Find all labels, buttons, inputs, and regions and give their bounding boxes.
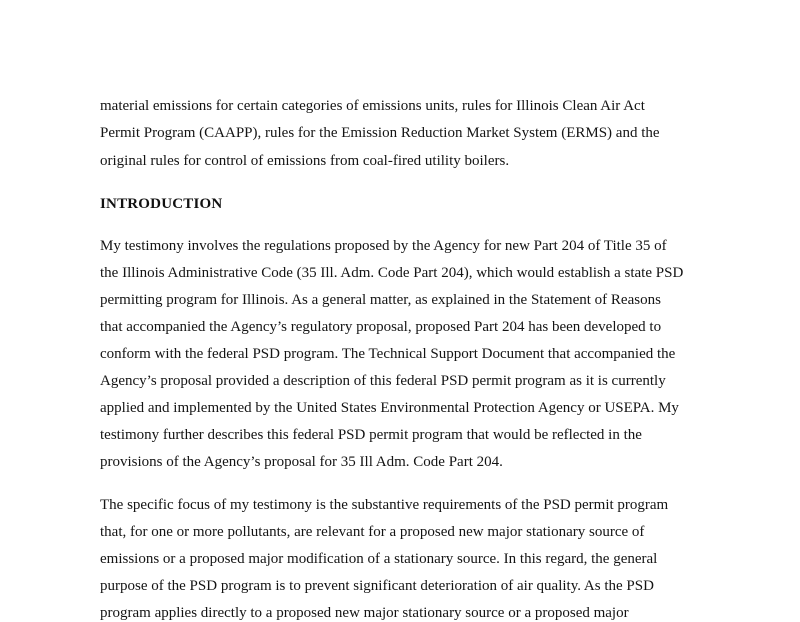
text-line: provisions of the Agency’s proposal for 35 Ill Adm. Code Part 204.: [100, 454, 503, 470]
text-line: Permit Program (CAAPP), rules for the Emission Reduction Market System (ERMS) and the: [100, 125, 660, 141]
text-line: applied and implemented by the United States Environmental Protection Agency or USEPA. My: [100, 400, 679, 416]
text-line: testimony further describes this federal PSD permit program that would be reflected in the: [100, 427, 642, 443]
text-line: The specific focus of my testimony is the substantive requirements of the PSD permit program: [100, 497, 669, 513]
text-line: emissions or a proposed major modification of a stationary source. In this regard, the general: [100, 551, 658, 567]
text-line: program applies directly to a proposed new major stationary source or a proposed major: [100, 605, 629, 621]
text-line: Agency’s proposal provided a description of this federal PSD permit program as it is currently: [100, 373, 666, 389]
text-line: material emissions for certain categories of emissions units, rules for Illinois Clean Air Act: [100, 98, 645, 114]
text-line: the Illinois Administrative Code (35 Ill. Adm. Code Part 204), which would establish a state PSD: [100, 265, 684, 281]
text-line: that accompanied the Agency’s regulatory proposal, proposed Part 204 has been developed to: [100, 319, 662, 335]
section-heading: INTRODUCTION: [100, 196, 223, 212]
text-line: that, for one or more pollutants, are relevant for a proposed new major stationary source of: [100, 524, 645, 540]
text-line: My testimony involves the regulations proposed by the Agency for new Part 204 of Title 35 of: [100, 238, 667, 254]
text-line: permitting program for Illinois. As a general matter, as explained in the Statement of Reasons: [100, 292, 661, 308]
text-line: conform with the federal PSD program. The Technical Support Document that accompanied the: [100, 346, 676, 362]
text-line: purpose of the PSD program is to prevent significant deterioration of air quality. As the PSD: [100, 578, 654, 594]
text-line: original rules for control of emissions from coal-fired utility boilers.: [100, 153, 510, 169]
